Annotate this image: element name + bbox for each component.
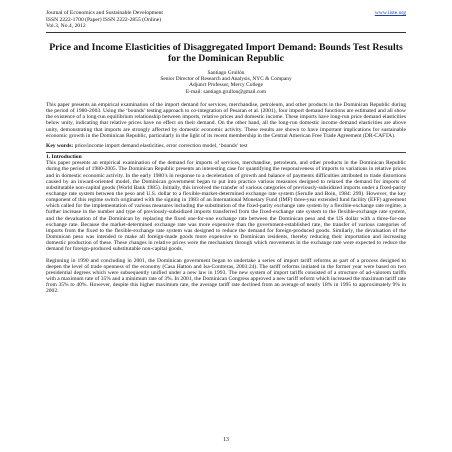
journal-website-link[interactable]: www.iiste.org <box>374 10 406 16</box>
journal-volume: Vol.3, No.4, 2012 <box>46 23 86 30</box>
abstract: This paper presents an empirical examination of the import demand for services, merchandise, petroleum, and other products in the Dominican Republic during the period of 1980-2003. Using the ‘bounds’ testing approach to co-integration of Pesaran et al. (2001), four import demand functions are estimated and all show the existence of a long-run equilibrium relationship between imports, relative prices and domestic income. These imports have long-run price demand elasticities below unity, indicating that relative prices have no effect on their demand. On the other hand, all the long-run domestic income demand elasticities are above unity, demonstrating that imports are strongly affected by domestic economic activity. These results are shown to have important implications for sustainable economic growth in the Dominican Republic, particularly in the light of its recent membership in the Central American Free Trade Agreement (DR-CAFTA). <box>46 101 406 139</box>
body-paragraph-2: Beginning in 1990 and concluding in 2001, the Dominican government began to undertake a series of import tariff reforms as part of a process designed to deepen the level of trade openness of the economy (Casa Hatton and Isa-Contreras, 2003:24). The tariff reforms initiated in the former year were based on two presidential degrees which were subsequently unified under a new law in 1993. The new system of import tariffs consisted of a structure of ad-valorem tariffs with a maximum rate of 35% and a minimum rate of 3%. In 2001, the Dominican Congress approved a new tariff reform which increased the maximum tariff rate from 35% to 40%. However, despite this higher maximum rate, the average tariff rate declined from an average of nearly 18% in 1995 to approximately 9% in 2002. <box>46 257 406 295</box>
page-number: 13 <box>223 437 229 443</box>
keywords-text: price/income import demand elasticities, error correction model, ‘bounds’ test <box>73 142 248 149</box>
author-name: Santiago Grullón <box>207 69 245 76</box>
author-block <box>46 70 406 95</box>
keywords-divider <box>46 152 406 153</box>
body-paragraph-1: This paper presents an empirical examination of the demand for imports of services, merchandise, petroleum, and other products in the Dominican Republic during the period of 1980-2005. The Dominican Republic presents an interesting case for quantifying the responsiveness of imports to variations in relative prices and in domestic economic activity. In the early 1980’s in response to a deceleration of growth and balance of payments difficulties attributed to trade distortions caused by an inward-oriented model, the Dominican government began to put into practice various measures designed to relaxed the demand for imports of substitutable non-capital goods (World Bank 1985). Initially, this involved the transfer of various categories of previously-subsidized imports under a fixed-parity exchange rate system between the peso and U.S. dollar to a flexible-market-determined exchange rate system (Serulle and Boin, 1984: 299). However, the key component of this regime switch originated with the signing in 1983 of an International Monetary Fund (IMF) three-year extended fund facility (EFF) agreement which called for the implementation of various measures including the substitution of the fixed-parity exchange rate system by a flexible-exchange rate regime, a further increase in the number and type of previously-subsidized imports transferred from the fixed-exchange rate system to the flexible-exchange rate system, and the devaluation of the Dominican by replacing the fixed one-for-one exchange rate between the Dominican peso and the US dollar with a three-for-one exchange rate. Because the market-determined exchange rate was more expensive than the government-established rate, the transfer of various categories of imports from the fixed to the flexible-exchange rate system was designed to reduce the demand for foreign-produced goods. Similarly, the devaluation of the Dominican peso was intended to make all foreign-made goods more expensive to Dominican residents, thereby reducing their importation and increasing domestic production of these. These changes in relative prices were the mechanism through which movements in the exchange rate were expected to reduce the demand for foreign-produced substitutable non-capital goods. <box>46 160 406 253</box>
section-heading-introduction: 1. Introduction <box>46 154 82 161</box>
journal-name: Journal of Economics and Sustainable Development <box>46 10 163 16</box>
author-affiliation-1: Senior Director of Research and Analysis, NYC & Company <box>160 76 292 83</box>
journal-issn: ISSN 2222-1700 (Paper) ISSN 2222-2855 (Online) <box>46 16 162 23</box>
keywords <box>46 143 406 149</box>
paper-title: Price and Income Elasticities of Disaggregated Import Demand: Bounds Test Results for the Dominican Republic <box>49 41 403 65</box>
keywords-label: Key words: <box>46 142 74 149</box>
author-affiliation-2: Adjunct Professor, Mercy College <box>189 82 263 89</box>
journal-header <box>46 10 406 30</box>
author-email: E-mail: santiago.grullon@gmail.com <box>185 88 267 95</box>
header-divider <box>46 32 406 33</box>
